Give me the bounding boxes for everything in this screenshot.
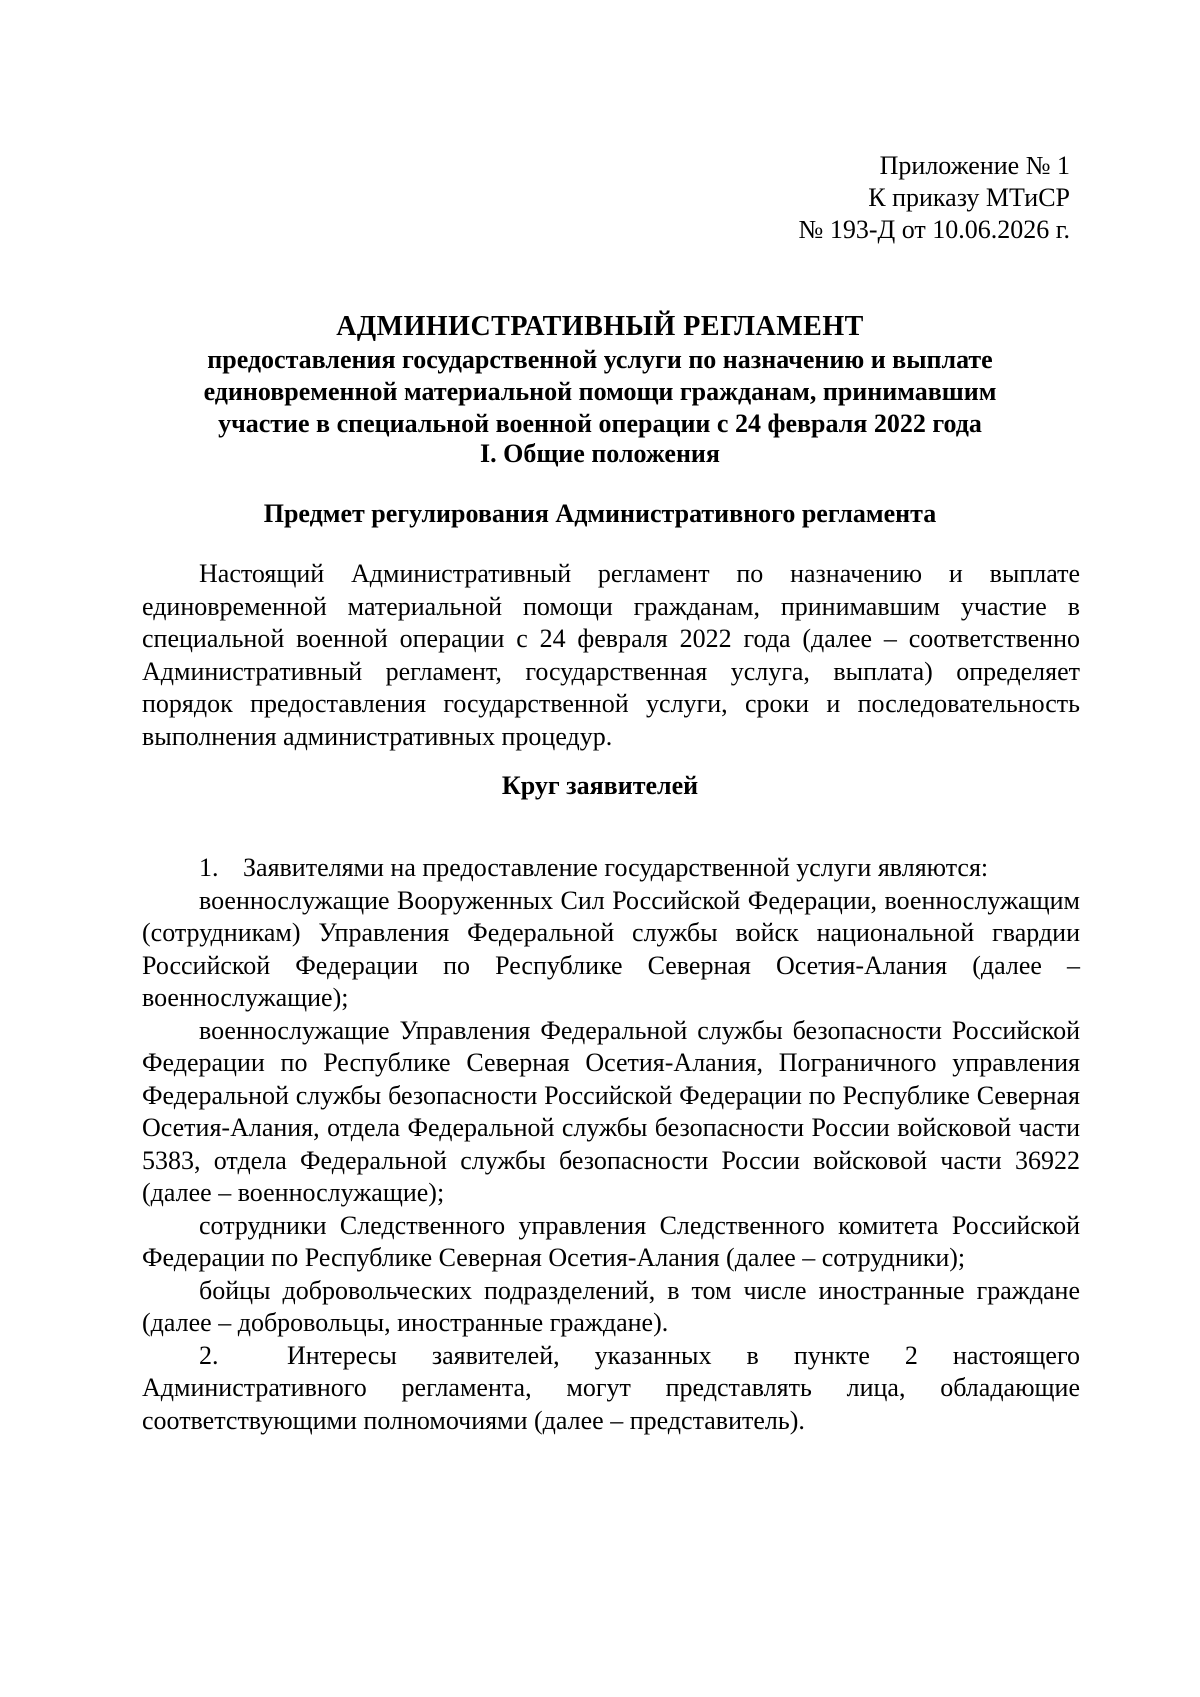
- item-2: [142, 1340, 1080, 1438]
- item-1-number: 1.: [199, 853, 219, 882]
- annex-order-number-date: № 193-Д от 10.06.2026 г.: [798, 215, 1070, 244]
- section-heading: I. Общие положения: [480, 439, 720, 468]
- applicants-heading: Круг заявителей: [501, 771, 699, 800]
- applicants-list: [142, 852, 1080, 1437]
- item-1-applicant-investigative: сотрудники Следственного управления Следственного комитета Российской Федерации по Республике Северная Осетия-Алания (далее – сотрудники);: [142, 1210, 1080, 1272]
- title-main: АДМИНИСТРАТИВНЫЙ РЕГЛАМЕНТ: [336, 311, 864, 342]
- subject-heading: Предмет регулирования Административного регламента: [263, 499, 937, 528]
- item-1-applicant-volunteers: бойцы добровольческих подразделений, в том числе иностранные граждане (далее – добровольцы, иностранные граждане).: [142, 1275, 1080, 1337]
- item-1-applicant-fsb: военнослужащие Управления Федеральной службы безопасности Российской Федерации по Республике Северная Осетия-Алания, Пограничного управления Федеральной службы безопасности Российской Федерации по Республике Северная Осетия-Алания, отдела Федеральной службы безопасности России войсковой части 5383, отдела Федеральной службы безопасности России войсковой части 36922 (далее – военнослужащие);: [142, 1015, 1080, 1207]
- item-2-text: Интересы заявителей, указанных в пункте 2 настоящего Административного регламента, могут представлять лица, обладающие соответствующими полномочиями (далее – представитель).: [142, 1340, 1080, 1435]
- annex-block: [650, 150, 1070, 246]
- annex-number: Приложение № 1: [879, 151, 1070, 180]
- document-title: [120, 310, 1080, 440]
- item-1-applicant-military: военнослужащие Вооруженных Сил Российской Федерации, военнослужащим (сотрудникам) Управления Федеральной службы войск национальной гвардии Российской Федерации по Республике Северная Осетия-Алания (далее – военнослужащие);: [142, 885, 1080, 1012]
- item-2-number: 2.: [199, 1340, 219, 1370]
- item-1-text: Заявителями на предоставление государственной услуги являются:: [243, 853, 989, 882]
- title-subtitle: предоставления государственной услуги по назначению и выплате единовременной материальной помощи гражданам, принимавшим участие в специальной военной операции с 24 февраля 2022 года: [203, 345, 997, 438]
- subject-paragraph-block: [142, 558, 1080, 753]
- annex-order-ref: К приказу МТиСР: [868, 183, 1070, 212]
- item-1: [142, 852, 1080, 885]
- subject-paragraph: Настоящий Административный регламент по назначению и выплате единовременной материальной помощи гражданам, принимавшим участие в специальной военной операции с 24 февраля 2022 года (далее – соответственно Административный регламент, государственная услуга, выплата) определяет порядок предоставления государственной услуги, сроки и последовательность выполнения административных процедур.: [142, 559, 1080, 751]
